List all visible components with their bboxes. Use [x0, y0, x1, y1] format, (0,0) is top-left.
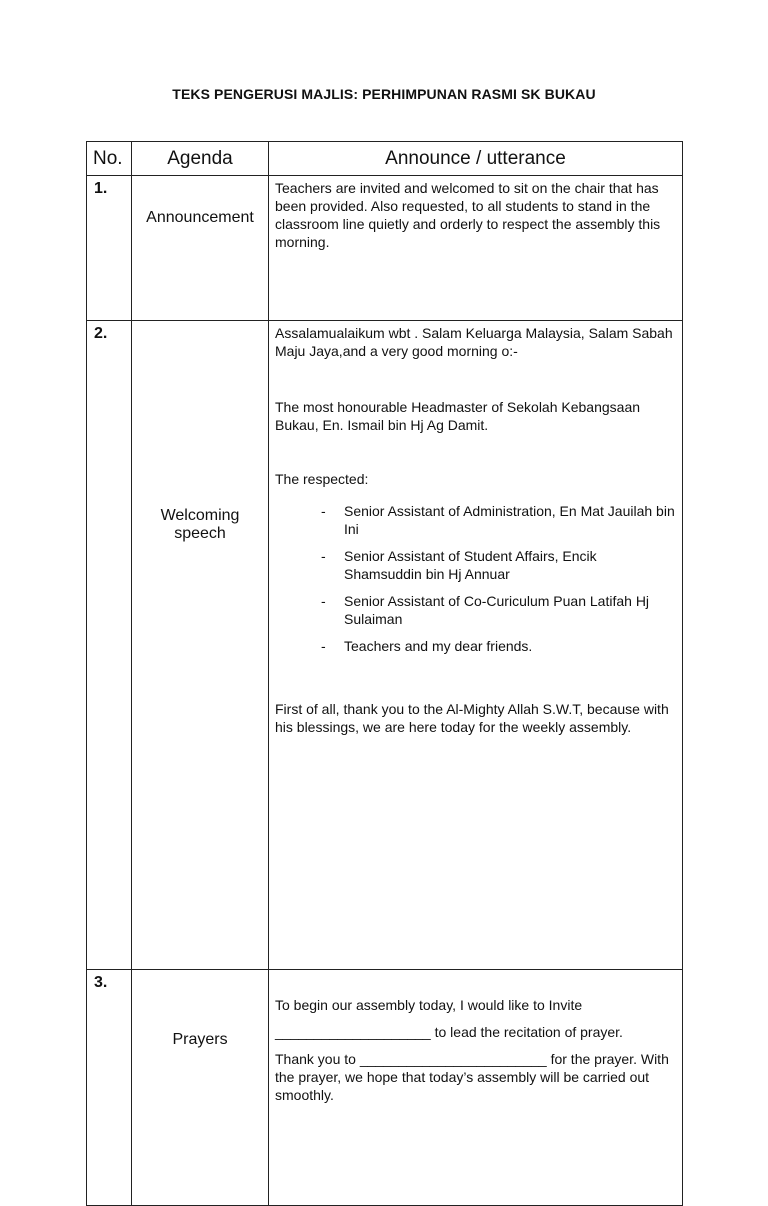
row-utterance — [269, 970, 683, 1206]
list-item-text: Senior Assistant of Administration, En Mat Jauilah bin Ini — [344, 503, 675, 537]
table-row — [87, 970, 683, 1206]
row-utterance — [269, 176, 683, 321]
list-item — [275, 547, 676, 583]
list-item-text: Senior Assistant of Student Affairs, Encik Shamsuddin bin Hj Annuar — [344, 548, 597, 582]
closing-text: First of all, thank you to the Al-Mighty Allah S.W.T, because with his blessings, we are here today for the weekly assembly. — [275, 701, 669, 735]
dash-bullet: - — [321, 638, 326, 654]
table-row — [87, 321, 683, 970]
list-item-text: Teachers and my dear friends. — [344, 638, 533, 654]
greeting-text: Assalamualaikum wbt . Salam Keluarga Malaysia, Salam Sabah Maju Jaya,and a very good morning o:- — [275, 325, 673, 359]
row-agenda: Announcement — [132, 176, 269, 321]
row-agenda: Welcoming speech — [132, 321, 269, 970]
list-item-text: Senior Assistant of Co-Curiculum Puan Latifah Hj Sulaiman — [344, 593, 650, 627]
dash-bullet: - — [321, 503, 326, 519]
header-agenda: Agenda — [132, 142, 269, 176]
header-announce: Announce / utterance — [269, 142, 683, 176]
list-item — [275, 592, 676, 628]
list-item — [275, 502, 676, 538]
row-number: 2. — [87, 321, 132, 970]
respected-label: The respected: — [275, 471, 369, 487]
header-no: No. — [87, 142, 132, 176]
headmaster-text: The most honourable Headmaster of Sekolah Kebangsaan Bukau, En. Ismail bin Hj Ag Damit. — [275, 399, 641, 433]
respected-list — [275, 502, 676, 655]
prayer-lead-text: ____________________ to lead the recitation of prayer. — [275, 1024, 623, 1040]
row-agenda: Prayers — [132, 970, 269, 1206]
row-number: 3. — [87, 970, 132, 1206]
prayer-thanks-text: Thank you to ________________________ for the prayer. With the prayer, we hope that today’s assembly will be carried out smoothly. — [275, 1051, 669, 1103]
document-title: TEKS PENGERUSI MAJLIS: PERHIMPUNAN RASMI SK BUKAU — [172, 86, 596, 102]
prayer-invite-text: To begin our assembly today, I would like to Invite — [275, 997, 583, 1013]
list-item — [275, 637, 676, 655]
header-row — [87, 142, 683, 176]
agenda-table — [86, 141, 683, 1206]
dash-bullet: - — [321, 548, 326, 564]
announcement-text: Teachers are invited and welcomed to sit on the chair that has been provided. Also requested, to all students to stand in the classroom line quietly and orderly to respect the assembly this morning. — [275, 180, 661, 250]
row-number: 1. — [87, 176, 132, 321]
table-row — [87, 176, 683, 321]
dash-bullet: - — [321, 593, 326, 609]
row-utterance — [269, 321, 683, 970]
